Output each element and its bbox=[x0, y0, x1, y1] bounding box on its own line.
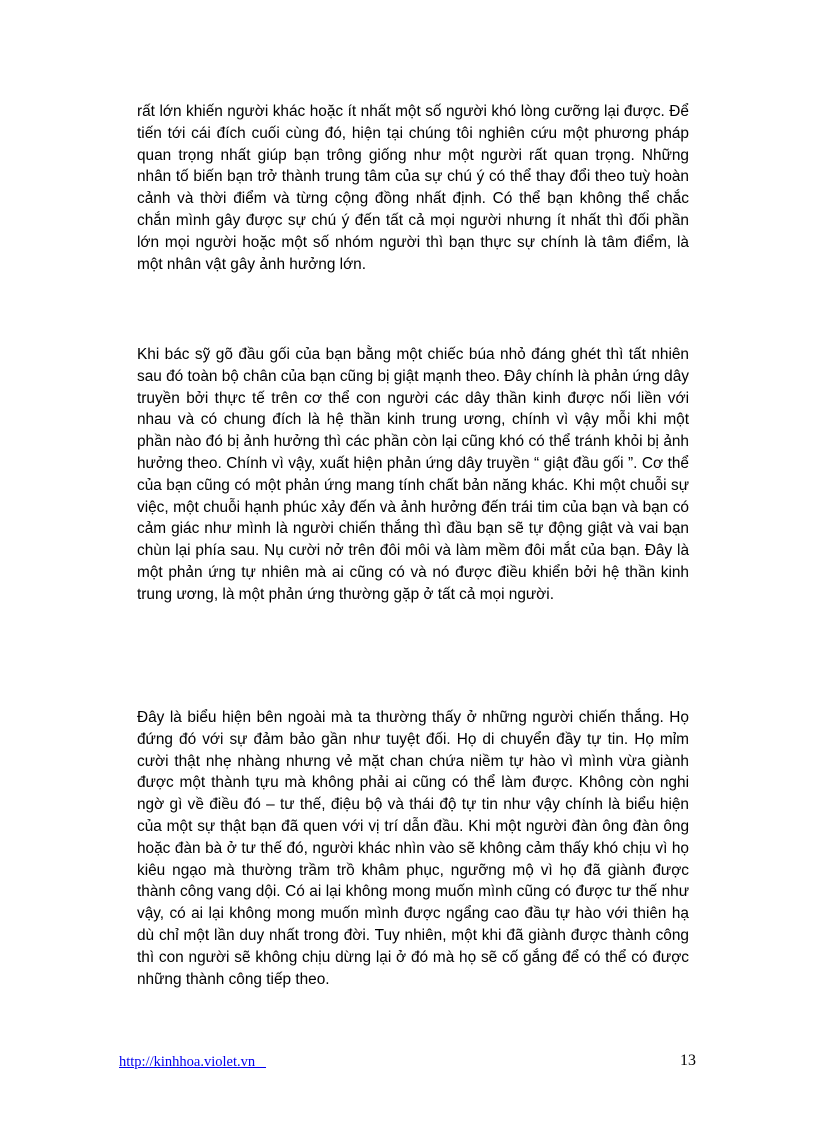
page-number: 13 bbox=[680, 1052, 696, 1069]
footer-website-link[interactable]: http://kinhhoa.violet.vn bbox=[119, 1054, 267, 1070]
body-paragraph: rất lớn khiến người khác hoặc ít nhất một số người khó lòng cưỡng lại được. Để tiến tới cái đích cuối cùng đó, hiện tại chúng tôi nghiên cứu một phương pháp quan trọng nhất giúp bạn trông giống như một người rất quan trọng. Những nhân tố biến bạn trở thành trung tâm của sự chú ý có thể thay đổi theo tuỳ hoàn cảnh và thời điểm và từng cộng đồng nhất định. Có thể bạn không thể chắc chắn mình gây được sự chú ý đến tất cả mọi người nhưng ít nhất thì đối phần lớn mọi người hoặc một số nhóm người thì bạn thực sự chính là tâm điểm, là một nhân vật gây ảnh hưởng lớn. bbox=[137, 103, 689, 273]
body-paragraph: Đây là biểu hiện bên ngoài mà ta thường thấy ở những người chiến thắng. Họ đứng đó với sự đảm bảo gần như tuyệt đối. Họ di chuyển đầy tự tin. Họ mỉm cười thật nhẹ nhàng nhưng vẻ mặt chan chứa niềm tự hào vì mình vừa giành được một thành tựu mà không phải ai cũng có thể làm được. Không còn nghi ngờ gì về điều đó – tư thế, điệu bộ và thái độ tự tin như vậy chính là biểu hiện của một sự thật bạn đã quen với vị trí dẫn đầu. Khi một người đàn ông đàn ông hoặc đàn bà ở tư thế đó, người khác nhìn vào sẽ không cảm thấy khó chịu vì họ kiêu ngạo mà thường trầm trồ khâm phục, ngưỡng mộ vì họ đã giành được thành công vang dội. Có ai lại không mong muốn mình cũng có được tư thế như vậy, có ai lại không mong muốn mình được ngẩng cao đầu tự hào với thiên hạ dù chỉ một lần duy nhất trong đời. Tuy nhiên, một khi đã giành được thành công thì con người sẽ không chịu dừng lại ở đó mà họ sẽ cố gắng để có thể có được những thành công tiếp theo. bbox=[137, 709, 689, 988]
body-paragraph: Khi bác sỹ gõ đầu gối của bạn bằng một chiếc búa nhỏ đáng ghét thì tất nhiên sau đó toàn bộ chân của bạn cũng bị giật mạnh theo. Đây chính là phản ứng dây truyền bởi thực tế trên cơ thể con người các dây thần kinh được nối liền với nhau và có chung đích là hệ thần kinh trung ương, chính vì vậy mỗi khi một phần nào đó bị ảnh hưởng thì các phần còn lại cũng khó có thể tránh khỏi bị ảnh hưởng theo. Chính vì vậy, xuất hiện phản ứng dây truyền “ giật đầu gối ”. Cơ thể của bạn cũng có một phản ứng mang tính chất bản năng khác. Khi một chuỗi sự việc, một chuỗi hạnh phúc xảy đến và ảnh hưởng đến trái tim của bạn và bạn có cảm giác như mình là người chiến thắng thì đầu bạn sẽ tự động giật và vai bạn chùn lại phía sau. Nụ cười nở trên đôi môi và làm mềm đôi mắt của bạn. Đây là một phản ứng tự nhiên mà ai cũng có và nó được điều khiển bởi hệ thần kinh trung ương, là một phản ứng thường gặp ở tất cả mọi người. bbox=[137, 346, 689, 603]
